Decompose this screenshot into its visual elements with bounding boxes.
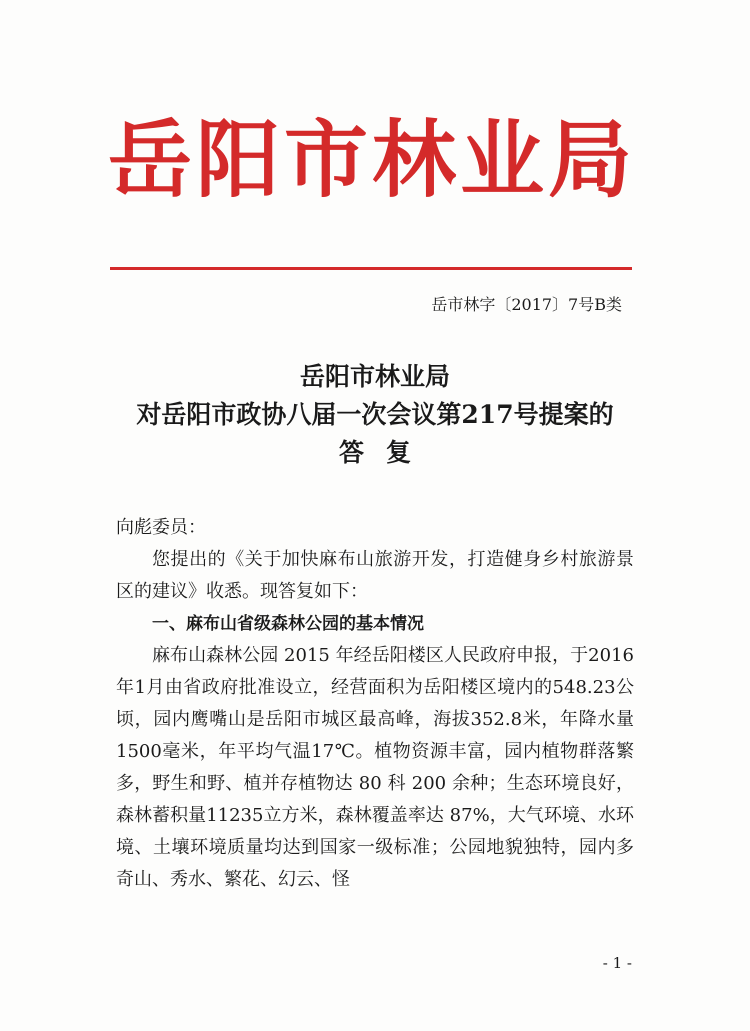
- agency-masthead: 岳阳市林业局: [108, 110, 637, 209]
- salutation: 向彪委员：: [116, 517, 206, 538]
- page-number: - 1 -: [602, 954, 632, 972]
- title-line-2: 对岳阳市政协八届一次会议第217号提案的: [136, 400, 614, 429]
- title-line-3: 答复: [338, 438, 433, 467]
- document-number: 岳市林字〔2017〕7号B类: [431, 295, 622, 314]
- document-title: [100, 358, 650, 472]
- title-line-1: 岳阳市林业局: [299, 362, 450, 391]
- document-body: [116, 512, 634, 896]
- intro-paragraph: 您提出的《关于加快麻布山旅游开发，打造健身乡村旅游景区的建议》收悉。现答复如下：: [116, 549, 634, 602]
- red-divider-rule: [110, 267, 632, 270]
- section-1-paragraph: 麻布山森林公园 2015 年经岳阳楼区人民政府申报，于2016年1月由省政府批准设立，经营面积为岳阳楼区境内的548.23公顷，园内鹰嘴山是岳阳市城区最高峰，海拔352.8米，年降水量1500毫米，年平均气温17℃。植物资源丰富，园内植物群落繁多，野生和野、植并存植物达 80 科 200 余种；生态环境良好，森林蓄积量11235立方米，森林覆盖率达 87%，大气环境、水环境、土壤环境质量均达到国家一级标准；公园地貌独特，园内多奇山、秀水、繁花、幻云、怪: [116, 645, 634, 890]
- section-1-heading: 一、麻布山省级森林公园的基本情况: [152, 614, 424, 634]
